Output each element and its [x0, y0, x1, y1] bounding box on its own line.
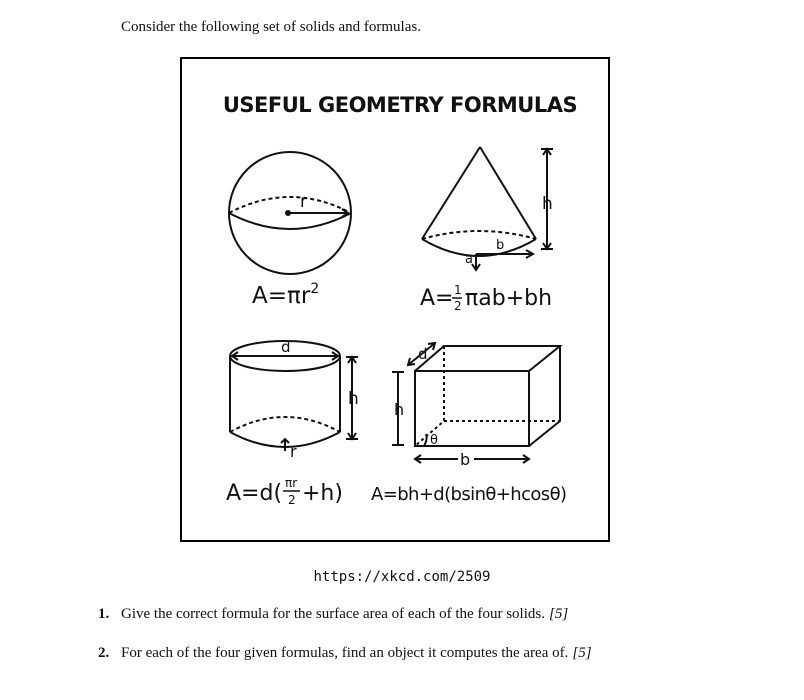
cone-formula-end: πab+bh	[465, 286, 553, 311]
question-2-points: [5]	[572, 645, 592, 661]
cylinder-formula-end: +h)	[302, 481, 343, 506]
xkcd-comic	[180, 57, 610, 542]
question-1-number: 1.	[98, 606, 110, 622]
cylinder-drawing	[230, 341, 358, 451]
cone-label-b: b	[496, 238, 505, 253]
comic-drawing	[182, 59, 612, 544]
intro-text: Consider the following set of solids and formulas.	[121, 19, 421, 35]
cylinder-fraction-numerator: πr	[285, 476, 298, 490]
cone-drawing	[422, 147, 553, 270]
cone-label-h: h	[542, 194, 553, 214]
cone-formula-start: A=	[420, 286, 454, 311]
cone-label-a: a	[465, 252, 473, 267]
question-2-text: For each of the four given formulas, find an object it computes the area of.	[121, 645, 569, 661]
sphere-center-dot	[285, 210, 291, 216]
question-2-number: 2.	[98, 645, 110, 661]
box-label-h: h	[394, 400, 405, 419]
box-label-b: b	[460, 450, 471, 469]
cylinder-label-h: h	[348, 389, 359, 409]
comic-source-url: https://xkcd.com/2509	[313, 569, 491, 585]
sphere-label-r: r	[300, 192, 307, 212]
cylinder-label-r: r	[290, 442, 297, 461]
question-1	[98, 606, 568, 623]
cylinder-label-d: d	[281, 338, 291, 356]
sphere-formula-exponent: 2	[310, 281, 320, 297]
question-1-points: [5]	[548, 606, 569, 622]
box-formula: A=bh+d(bsinθ+hcosθ)	[371, 484, 567, 505]
cone-fraction-denominator: 2	[454, 299, 462, 313]
box-label-d: d	[418, 345, 428, 363]
sphere-formula	[252, 281, 319, 309]
comic-title: USEFUL GEOMETRY FORMULAS	[222, 93, 578, 117]
box-label-theta: θ	[430, 433, 438, 448]
cylinder-fraction-denominator: 2	[288, 493, 296, 507]
cylinder-formula-start: A=d(	[226, 481, 283, 506]
sphere-formula-main: A=πr	[252, 283, 311, 309]
question-1-text: Give the correct formula for the surface area of each of the four solids.	[121, 606, 545, 622]
cone-fraction-numerator: 1	[454, 283, 462, 297]
question-2	[98, 645, 592, 662]
